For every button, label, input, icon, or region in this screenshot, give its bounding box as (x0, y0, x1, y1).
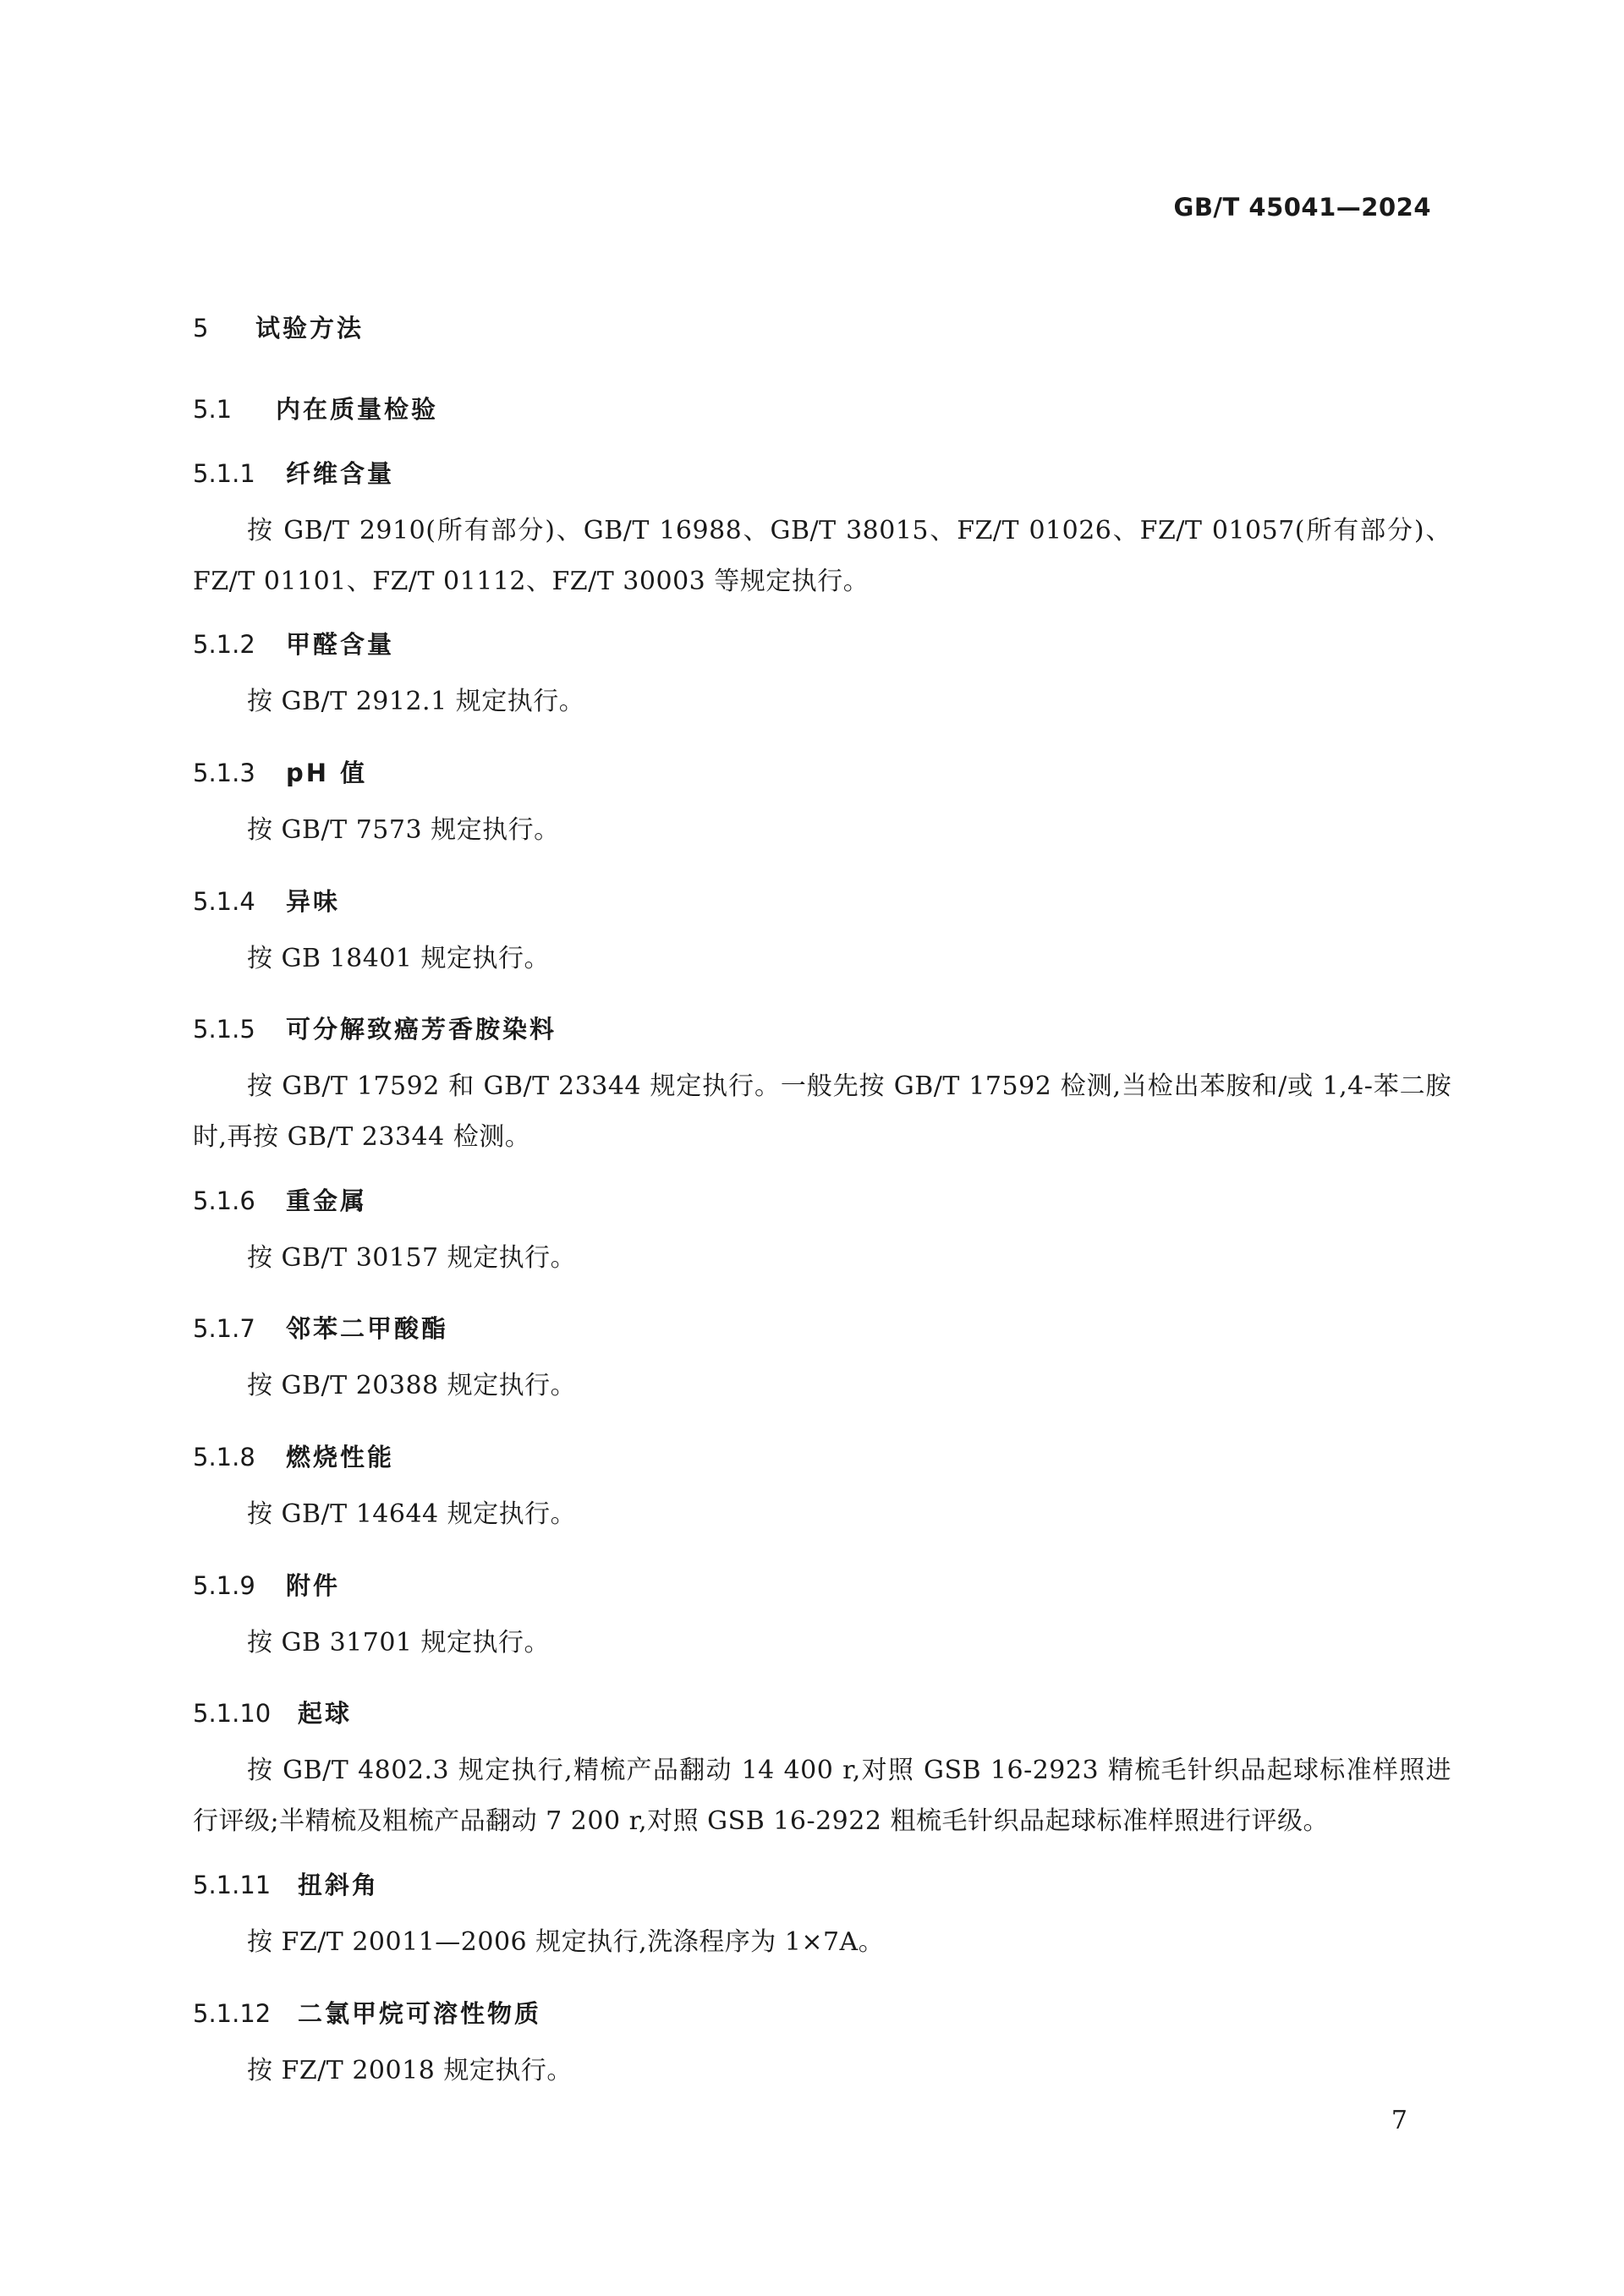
section-number: 5.1.2 (193, 630, 255, 659)
section-number: 5.1.5 (193, 1015, 255, 1044)
section-number: 5.1 (193, 395, 233, 424)
section-title: 二氯甲烷可溶性物质 (298, 1999, 542, 2028)
paragraph-5-1-11: 按 FZ/T 20011—2006 规定执行,洗涤程序为 1×7A。 (247, 1927, 885, 1957)
paragraph-5-1-5: 按 GB/T 17592 和 GB/T 23344 规定执行。一般先按 GB/T 17592 检测,当检出苯胺和/或 1,4-苯二胺时,再按 GB/T 23344 检测。 (193, 1071, 1451, 1152)
section-heading-5-1-5 (193, 1012, 557, 1046)
paragraph-5-1-7: 按 GB/T 20388 规定执行。 (247, 1371, 577, 1400)
section-title: 扭斜角 (298, 1871, 380, 1899)
paragraph-5-1-1: 按 GB/T 2910(所有部分)、GB/T 16988、GB/T 38015、FZ/T 01026、FZ/T 01057(所有部分)、FZ/T 01101、FZ/T 01112、FZ/T 30003 等规定执行。 (193, 516, 1451, 596)
paragraph-5-1-12: 按 FZ/T 20018 规定执行。 (247, 2056, 573, 2085)
section-heading-5-1 (193, 392, 438, 426)
section-number: 5.1.9 (193, 1571, 255, 1600)
section-title: 纤维含量 (286, 459, 395, 488)
paragraph-5-1-10: 按 GB/T 4802.3 规定执行,精梳产品翻动 14 400 r,对照 GSB 16-2923 精梳毛针织品起球标准样照进行评级;半精梳及粗梳产品翻动 7 200 r,对照 GSB 16-2922 粗梳毛针织品起球标准样照进行评级。 (193, 1756, 1451, 1836)
section-title: 甲醛含量 (286, 630, 395, 659)
page-number: 7 (1391, 2106, 1407, 2135)
section-title: 重金属 (286, 1186, 368, 1215)
section-title: 试验方法 (255, 314, 365, 342)
paragraph-5-1-3: 按 GB/T 7573 规定执行。 (247, 815, 560, 845)
section-title: pH 值 (286, 759, 368, 787)
section-heading-5-1-8 (193, 1440, 394, 1474)
section-number: 5.1.1 (193, 459, 255, 488)
paragraph-5-1-9: 按 GB 31701 规定执行。 (247, 1628, 551, 1658)
section-heading-5 (193, 311, 364, 345)
section-title: 燃烧性能 (286, 1443, 395, 1471)
section-number: 5.1.3 (193, 759, 255, 787)
section-number: 5.1.11 (193, 1871, 272, 1899)
section-heading-5-1-11 (193, 1868, 379, 1902)
section-heading-5-1-9 (193, 1569, 340, 1603)
section-heading-5-1-6 (193, 1184, 367, 1218)
section-number: 5.1.7 (193, 1314, 255, 1343)
paragraph-5-1-8: 按 GB/T 14644 规定执行。 (247, 1499, 577, 1529)
section-title: 异味 (286, 887, 341, 916)
section-title: 内在质量检验 (276, 395, 439, 424)
section-heading-5-1-2 (193, 627, 394, 661)
document-code: GB/T 45041—2024 (1173, 193, 1431, 222)
section-number: 5.1.10 (193, 1699, 272, 1728)
section-heading-5-1-1 (193, 457, 394, 490)
section-title: 邻苯二甲酸酯 (286, 1314, 449, 1343)
paragraph-5-1-2: 按 GB/T 2912.1 规定执行。 (247, 687, 585, 716)
paragraph-5-1-6: 按 GB/T 30157 规定执行。 (247, 1243, 577, 1273)
section-number: 5.1.6 (193, 1186, 255, 1215)
section-heading-5-1-3 (193, 756, 367, 790)
section-heading-5-1-10 (193, 1696, 352, 1730)
section-heading-5-1-12 (193, 1997, 541, 2030)
section-heading-5-1-7 (193, 1312, 448, 1345)
paragraph-5-1-4: 按 GB 18401 规定执行。 (247, 944, 551, 973)
section-number: 5.1.12 (193, 1999, 272, 2028)
section-title: 附件 (286, 1571, 341, 1600)
section-number: 5.1.8 (193, 1443, 255, 1471)
section-number: 5 (193, 314, 209, 342)
section-number: 5.1.4 (193, 887, 255, 916)
section-title: 起球 (298, 1699, 353, 1728)
section-title: 可分解致癌芳香胺染料 (286, 1015, 557, 1044)
section-heading-5-1-4 (193, 885, 340, 918)
